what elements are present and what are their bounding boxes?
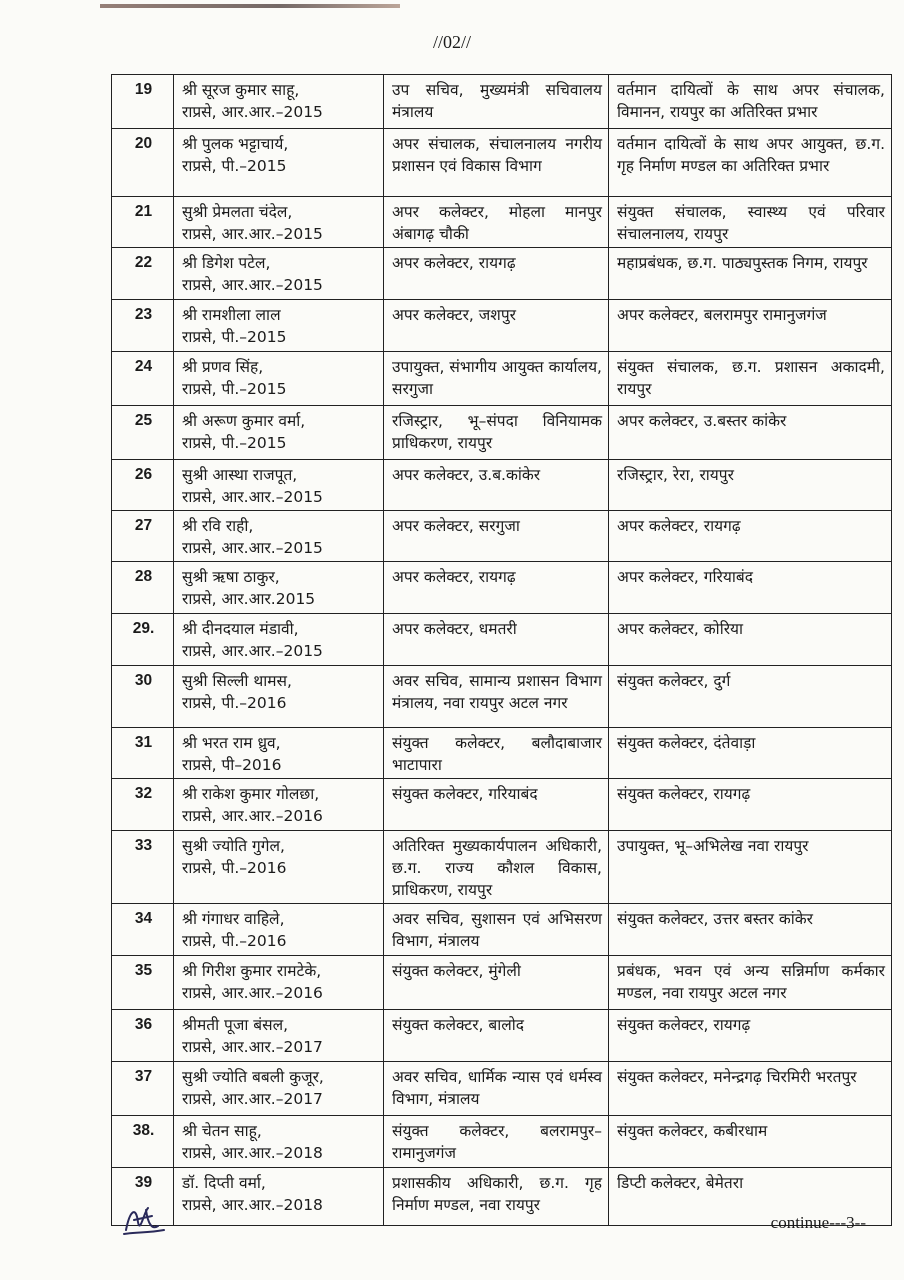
officer-cell <box>174 1168 384 1226</box>
new-posting: संयुक्त कलेक्टर, रायगढ़ <box>609 1010 892 1062</box>
serial-number: 28 <box>112 562 174 614</box>
officer-name: श्री पुलक भट्टाचार्य, <box>182 135 289 153</box>
serial-number: 33 <box>112 831 174 904</box>
officer-service-batch: राप्रसे, पी–2016 <box>182 756 282 774</box>
officer-name: श्री चेतन साहू, <box>182 1122 262 1140</box>
table-row <box>112 352 892 406</box>
current-posting: अपर कलेक्टर, रायगढ़ <box>384 562 609 614</box>
serial-number: 37 <box>112 1062 174 1116</box>
table-row <box>112 511 892 562</box>
serial-number: 27 <box>112 511 174 562</box>
serial-number: 21 <box>112 197 174 248</box>
new-posting: अपर कलेक्टर, उ.बस्तर कांकेर <box>609 406 892 460</box>
serial-number: 36 <box>112 1010 174 1062</box>
officer-cell <box>174 511 384 562</box>
serial-number: 26 <box>112 460 174 511</box>
transfer-table-body <box>112 75 892 1226</box>
officer-service-batch: राप्रसे, आर.आर.–2016 <box>182 807 323 825</box>
new-posting: रजिस्ट्रार, रेरा, रायपुर <box>609 460 892 511</box>
officer-service-batch: राप्रसे, पी.–2015 <box>182 380 287 398</box>
officer-name: सुश्री प्रेमलता चंदेल, <box>182 203 293 221</box>
table-row <box>112 300 892 352</box>
table-row <box>112 248 892 300</box>
current-posting: संयुक्त कलेक्टर, गरियाबंद <box>384 779 609 831</box>
table-row <box>112 614 892 666</box>
new-posting: वर्तमान दायित्वों के साथ अपर संचालक, विमानन, रायपुर का अतिरिक्त प्रभार <box>609 75 892 129</box>
serial-number: 35 <box>112 956 174 1010</box>
officer-name: श्री डिगेश पटेल, <box>182 254 271 272</box>
officer-cell <box>174 904 384 956</box>
officer-service-batch: राप्रसे, आर.आर.–2018 <box>182 1144 323 1162</box>
officer-service-batch: राप्रसे, आर.आर.2015 <box>182 590 316 608</box>
table-row <box>112 904 892 956</box>
officer-name: सुश्री ऋषा ठाकुर, <box>182 568 280 586</box>
officer-cell <box>174 831 384 904</box>
serial-number: 32 <box>112 779 174 831</box>
serial-number: 34 <box>112 904 174 956</box>
officer-service-batch: राप्रसे, पी.–2015 <box>182 157 287 175</box>
serial-number: 24 <box>112 352 174 406</box>
table-row <box>112 75 892 129</box>
transfer-table <box>111 74 892 1226</box>
table-row <box>112 406 892 460</box>
current-posting: अवर सचिव, सुशासन एवं अभिसरण विभाग, मंत्रालय <box>384 904 609 956</box>
officer-service-batch: राप्रसे, आर.आर.–2015 <box>182 488 323 506</box>
officer-service-batch: राप्रसे, आर.आर.–2015 <box>182 225 323 243</box>
officer-cell <box>174 75 384 129</box>
officer-cell <box>174 728 384 779</box>
new-posting: प्रबंधक, भवन एवं अन्य सन्निर्माण कर्मकार मण्डल, नवा रायपुर अटल नगर <box>609 956 892 1010</box>
officer-cell <box>174 460 384 511</box>
officer-name: श्री प्रणव सिंह, <box>182 358 264 376</box>
continue-note: continue---3-- <box>770 1213 866 1232</box>
new-posting: अपर कलेक्टर, गरियाबंद <box>609 562 892 614</box>
new-posting: संयुक्त कलेक्टर, दंतेवाड़ा <box>609 728 892 779</box>
table-row <box>112 779 892 831</box>
table-row <box>112 197 892 248</box>
new-posting: महाप्रबंधक, छ.ग. पाठ्यपुस्तक निगम, रायपुर <box>609 248 892 300</box>
serial-number: 39 <box>112 1168 174 1226</box>
table-row <box>112 728 892 779</box>
officer-service-batch: राप्रसे, आर.आर.–2015 <box>182 103 323 121</box>
officer-name: श्री दीनदयाल मंडावी, <box>182 620 299 638</box>
current-posting: अतिरिक्त मुख्यकार्यपालन अधिकारी, छ.ग. राज्य कौशल विकास, प्राधिकरण, रायपुर <box>384 831 609 904</box>
officer-service-batch: राप्रसे, आर.आर.–2018 <box>182 1196 323 1214</box>
officer-name: सुश्री ज्योति गुगेल, <box>182 837 285 855</box>
serial-number: 22 <box>112 248 174 300</box>
serial-number: 30 <box>112 666 174 728</box>
officer-name: श्री रामशीला लाल <box>182 306 281 324</box>
officer-cell <box>174 1062 384 1116</box>
signature-initials <box>118 1200 168 1240</box>
current-posting: प्रशासकीय अधिकारी, छ.ग. गृह निर्माण मण्डल, नवा रायपुर <box>384 1168 609 1226</box>
current-posting: अवर सचिव, धार्मिक न्यास एवं धर्मस्व विभाग, मंत्रालय <box>384 1062 609 1116</box>
new-posting: अपर कलेक्टर, रायगढ़ <box>609 511 892 562</box>
officer-cell <box>174 197 384 248</box>
new-posting: संयुक्त कलेक्टर, उत्तर बस्तर कांकेर <box>609 904 892 956</box>
serial-number: 19 <box>112 75 174 129</box>
new-posting: संयुक्त संचालक, स्वास्थ्य एवं परिवार संचालनालय, रायपुर <box>609 197 892 248</box>
officer-cell <box>174 1116 384 1168</box>
officer-name: श्री अरूण कुमार वर्मा, <box>182 412 306 430</box>
new-posting: संयुक्त संचालक, छ.ग. प्रशासन अकादमी, रायपुर <box>609 352 892 406</box>
officer-service-batch: राप्रसे, आर.आर.–2016 <box>182 984 323 1002</box>
new-posting: संयुक्त कलेक्टर, रायगढ़ <box>609 779 892 831</box>
current-posting: अपर संचालक, संचालनालय नगरीय प्रशासन एवं विकास विभाग <box>384 129 609 197</box>
officer-name: श्री गिरीश कुमार रामटेके, <box>182 962 322 980</box>
serial-number: 23 <box>112 300 174 352</box>
new-posting: उपायुक्त, भू–अभिलेख नवा रायपुर <box>609 831 892 904</box>
table-row <box>112 1062 892 1116</box>
officer-name: सुश्री सिल्ली थामस, <box>182 672 292 690</box>
officer-cell <box>174 956 384 1010</box>
officer-cell <box>174 666 384 728</box>
officer-name: श्री भरत राम ध्रुव, <box>182 734 281 752</box>
current-posting: अपर कलेक्टर, मोहला मानपुर अंबागढ़ चौकी <box>384 197 609 248</box>
table-row <box>112 1010 892 1062</box>
officer-service-batch: राप्रसे, आर.आर.–2015 <box>182 276 323 294</box>
table-row <box>112 562 892 614</box>
current-posting: अवर सचिव, सामान्य प्रशासन विभाग मंत्रालय, नवा रायपुर अटल नगर <box>384 666 609 728</box>
officer-name: श्री राकेश कुमार गोलछा, <box>182 785 320 803</box>
officer-name: सुश्री आस्था राजपूत, <box>182 466 298 484</box>
officer-service-batch: राप्रसे, आर.आर.–2015 <box>182 539 323 557</box>
table-row <box>112 831 892 904</box>
current-posting: संयुक्त कलेक्टर, बलौदाबाजार भाटापारा <box>384 728 609 779</box>
officer-service-batch: राप्रसे, पी.–2016 <box>182 694 287 712</box>
current-posting: संयुक्त कलेक्टर, बालोद <box>384 1010 609 1062</box>
officer-name: श्री सूरज कुमार साहू, <box>182 81 300 99</box>
current-posting: रजिस्ट्रार, भू–संपदा विनियामक प्राधिकरण, रायपुर <box>384 406 609 460</box>
serial-number: 29. <box>112 614 174 666</box>
officer-service-batch: राप्रसे, पी.–2016 <box>182 859 287 877</box>
officer-cell <box>174 248 384 300</box>
scan-top-edge-mark <box>100 4 400 8</box>
new-posting: संयुक्त कलेक्टर, कबीरधाम <box>609 1116 892 1168</box>
current-posting: अपर कलेक्टर, रायगढ़ <box>384 248 609 300</box>
current-posting: संयुक्त कलेक्टर, मुंगेली <box>384 956 609 1010</box>
current-posting: उपायुक्त, संभागीय आयुक्त कार्यालय, सरगुजा <box>384 352 609 406</box>
officer-service-batch: राप्रसे, आर.आर.–2017 <box>182 1038 323 1056</box>
current-posting: उप सचिव, मुख्यमंत्री सचिवालय मंत्रालय <box>384 75 609 129</box>
officer-service-batch: राप्रसे, पी.–2015 <box>182 434 287 452</box>
officer-cell <box>174 406 384 460</box>
current-posting: अपर कलेक्टर, सरगुजा <box>384 511 609 562</box>
officer-name: श्रीमती पूजा बंसल, <box>182 1016 289 1034</box>
serial-number: 38. <box>112 1116 174 1168</box>
current-posting: अपर कलेक्टर, जशपुर <box>384 300 609 352</box>
current-posting: संयुक्त कलेक्टर, बलरामपुर–रामानुजगंज <box>384 1116 609 1168</box>
table-row <box>112 460 892 511</box>
officer-cell <box>174 129 384 197</box>
table-row <box>112 956 892 1010</box>
current-posting: अपर कलेक्टर, उ.ब.कांकेर <box>384 460 609 511</box>
officer-name: सुश्री ज्योति बबली कुजूर, <box>182 1068 324 1086</box>
officer-cell <box>174 562 384 614</box>
new-posting: संयुक्त कलेक्टर, दुर्ग <box>609 666 892 728</box>
table-row <box>112 1116 892 1168</box>
officer-cell <box>174 779 384 831</box>
officer-name: श्री गंगाधर वाहिले, <box>182 910 285 928</box>
officer-service-batch: राप्रसे, पी.–2015 <box>182 328 287 346</box>
current-posting: अपर कलेक्टर, धमतरी <box>384 614 609 666</box>
officer-cell <box>174 614 384 666</box>
new-posting: वर्तमान दायित्वों के साथ अपर आयुक्त, छ.ग. गृह निर्माण मण्डल का अतिरिक्त प्रभार <box>609 129 892 197</box>
new-posting: संयुक्त कलेक्टर, मनेन्द्रगढ़ चिरमिरी भरतपुर <box>609 1062 892 1116</box>
serial-number: 31 <box>112 728 174 779</box>
serial-number: 25 <box>112 406 174 460</box>
officer-service-batch: राप्रसे, आर.आर.–2017 <box>182 1090 323 1108</box>
serial-number: 20 <box>112 129 174 197</box>
new-posting: अपर कलेक्टर, कोरिया <box>609 614 892 666</box>
new-posting: अपर कलेक्टर, बलरामपुर रामानुजगंज <box>609 300 892 352</box>
officer-cell <box>174 352 384 406</box>
officer-cell <box>174 300 384 352</box>
page-number: //02// <box>432 32 471 52</box>
officer-name: श्री रवि राही, <box>182 517 254 535</box>
officer-name: डॉ. दिप्ती वर्मा, <box>182 1174 266 1192</box>
table-row <box>112 666 892 728</box>
officer-service-batch: राप्रसे, आर.आर.–2015 <box>182 642 323 660</box>
table-row <box>112 129 892 197</box>
officer-service-batch: राप्रसे, पी.–2016 <box>182 932 287 950</box>
officer-cell <box>174 1010 384 1062</box>
new-posting: डिप्टी कलेक्टर, बेमेतरा <box>609 1168 892 1226</box>
